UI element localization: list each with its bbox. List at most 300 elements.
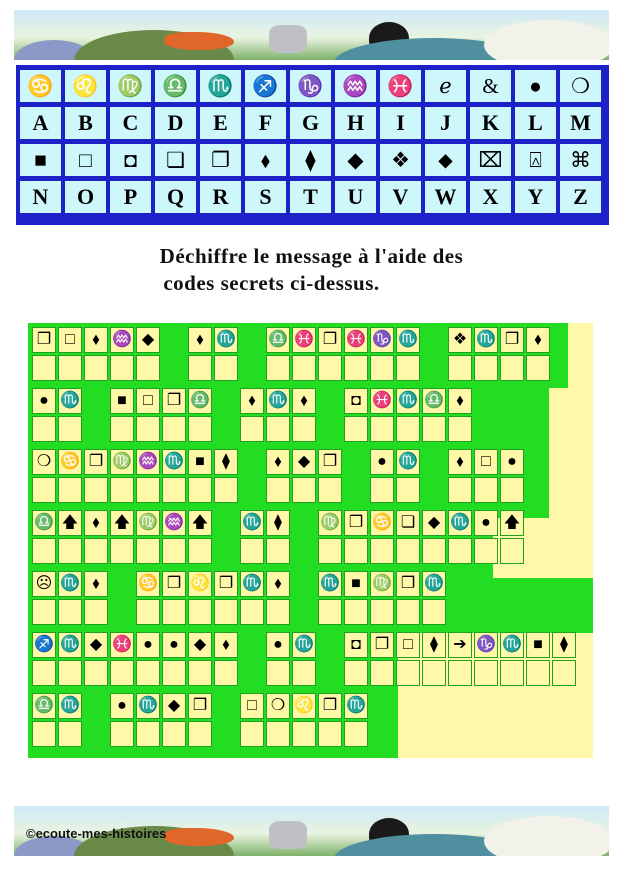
- copyright-credit: ©ecoute-mes-histoires: [26, 826, 167, 841]
- cipher-symbol-cell: ⬧: [84, 327, 108, 353]
- cipher-symbol-cell: ⬧: [266, 571, 290, 597]
- answer-box[interactable]: [344, 660, 368, 686]
- answer-box[interactable]: [162, 599, 186, 625]
- cipher-symbol-cell: ❐: [318, 693, 342, 719]
- top-banner: [14, 10, 609, 60]
- code-letter: W: [425, 181, 466, 213]
- cipher-symbol-cell: ❐: [318, 327, 342, 353]
- answer-box[interactable]: [188, 721, 212, 747]
- answer-box[interactable]: [344, 599, 368, 625]
- code-letter: A: [20, 107, 61, 139]
- cipher-symbol-cell: ●: [370, 449, 394, 475]
- code-symbol: ♋: [20, 70, 61, 102]
- answer-box[interactable]: [136, 721, 160, 747]
- answer-box[interactable]: [318, 538, 342, 564]
- cipher-symbol-cell: ❍: [32, 449, 56, 475]
- code-letter: R: [200, 181, 241, 213]
- banner-bear: [484, 816, 609, 856]
- cipher-symbol-cell: □: [240, 693, 264, 719]
- answer-box[interactable]: [396, 599, 420, 625]
- word-gap: [292, 510, 316, 536]
- code-letter: E: [200, 107, 241, 139]
- answer-box[interactable]: [188, 477, 212, 503]
- cipher-symbol-cell: ♌: [188, 571, 212, 597]
- answer-box[interactable]: [136, 355, 160, 381]
- cipher-symbol-cell: ⧫: [422, 632, 446, 658]
- code-symbol: ♑: [290, 70, 331, 102]
- answer-box[interactable]: [162, 477, 186, 503]
- cipher-symbol-cell: ♎: [32, 693, 56, 719]
- cipher-symbol-cell: ❖: [448, 327, 472, 353]
- answer-box[interactable]: [84, 355, 108, 381]
- cipher-symbol-cell: ♏: [58, 632, 82, 658]
- banner-bear: [484, 20, 609, 60]
- answer-box[interactable]: [136, 416, 160, 442]
- code-symbol: ❏: [155, 144, 196, 176]
- answer-box[interactable]: [136, 477, 160, 503]
- code-symbol: ⬥: [425, 144, 466, 176]
- cipher-symbol-cell: ■: [526, 632, 550, 658]
- code-symbol: ♍: [110, 70, 151, 102]
- cipher-symbol-cell: ☹: [32, 571, 56, 597]
- cipher-symbol-cell: ♏: [240, 571, 264, 597]
- answer-box[interactable]: [292, 355, 316, 381]
- answer-box[interactable]: [292, 721, 316, 747]
- answer-box[interactable]: [292, 477, 316, 503]
- word-gap: [292, 571, 316, 597]
- cipher-symbol-cell: ❐: [370, 632, 394, 658]
- cipher-symbol-cell: ⬧: [214, 632, 238, 658]
- answer-box[interactable]: [396, 355, 420, 381]
- code-letters-row-1: [20, 107, 601, 139]
- code-letter: K: [470, 107, 511, 139]
- answer-box[interactable]: [162, 416, 186, 442]
- banner-goat: [269, 25, 307, 53]
- answer-box[interactable]: [266, 477, 290, 503]
- cipher-symbol-cell: ♑: [474, 632, 498, 658]
- cipher-symbol-cell: ♏: [318, 571, 342, 597]
- answer-box[interactable]: [214, 660, 238, 686]
- cipher-symbol-cell: ➔: [448, 632, 472, 658]
- cipher-symbol-cell: ♒: [136, 449, 160, 475]
- cipher-symbol-cell: ❍: [266, 693, 290, 719]
- cipher-symbol-cell: ♏: [162, 449, 186, 475]
- cipher-symbol-cell: ♎: [188, 388, 212, 414]
- answer-box[interactable]: [32, 355, 56, 381]
- cipher-symbol-cell: ♎: [422, 388, 446, 414]
- code-letter: G: [290, 107, 331, 139]
- answer-box[interactable]: [318, 477, 342, 503]
- cipher-symbol-cell: □: [396, 632, 420, 658]
- cipher-symbol-cell: ♍: [370, 571, 394, 597]
- cipher-symbol-cell: ⬧: [84, 571, 108, 597]
- cipher-symbol-cell: 🡅: [110, 510, 134, 536]
- word-gap: [214, 388, 238, 414]
- answer-box[interactable]: [474, 355, 498, 381]
- answer-box[interactable]: [318, 599, 342, 625]
- cipher-symbol-cell: ⬧: [188, 327, 212, 353]
- answer-box[interactable]: [474, 477, 498, 503]
- code-symbol: ♐: [245, 70, 286, 102]
- cipher-symbol-cell: ❏: [396, 510, 420, 536]
- code-symbol: ♒: [335, 70, 376, 102]
- answer-box[interactable]: [552, 660, 576, 686]
- answer-box[interactable]: [396, 477, 420, 503]
- answer-box[interactable]: [370, 599, 394, 625]
- answer-box[interactable]: [84, 660, 108, 686]
- code-letter: Q: [155, 181, 196, 213]
- answer-box[interactable]: [500, 538, 524, 564]
- answer-box[interactable]: [344, 355, 368, 381]
- answer-box[interactable]: [214, 355, 238, 381]
- answer-box[interactable]: [526, 660, 550, 686]
- code-symbol: ⍓: [515, 144, 556, 176]
- answer-box[interactable]: [266, 721, 290, 747]
- code-letter: M: [560, 107, 601, 139]
- cipher-symbol-cell: ●: [266, 632, 290, 658]
- code-symbol: ◆: [335, 144, 376, 176]
- answer-box[interactable]: [188, 355, 212, 381]
- word-gap: [422, 449, 446, 475]
- cipher-symbol-cell: ♏: [448, 510, 472, 536]
- instruction-line-2: codes secrets ci-dessus.: [163, 271, 380, 295]
- cipher-symbol-cell: ⬧: [448, 449, 472, 475]
- cipher-symbol-cell: ◘: [344, 632, 368, 658]
- answer-box[interactable]: [526, 355, 550, 381]
- answer-box[interactable]: [84, 538, 108, 564]
- code-letter: O: [65, 181, 106, 213]
- answer-box[interactable]: [240, 538, 264, 564]
- cipher-symbol-cell: ♍: [136, 510, 160, 536]
- answer-box[interactable]: [292, 416, 316, 442]
- cipher-symbol-cell: □: [136, 388, 160, 414]
- answer-box[interactable]: [422, 416, 446, 442]
- cipher-symbol-cell: ❐: [214, 571, 238, 597]
- code-symbol: &: [470, 70, 511, 102]
- code-symbols-row-1: [20, 70, 601, 102]
- code-symbol: □: [65, 144, 106, 176]
- cipher-symbol-cell: ♏: [500, 632, 524, 658]
- cipher-symbol-cell: ♍: [318, 510, 342, 536]
- answer-box[interactable]: [422, 599, 446, 625]
- cipher-symbol-cell: ◘: [344, 388, 368, 414]
- answer-box[interactable]: [110, 477, 134, 503]
- answer-box[interactable]: [84, 477, 108, 503]
- code-letter: U: [335, 181, 376, 213]
- code-letter: V: [380, 181, 421, 213]
- answer-box[interactable]: [162, 660, 186, 686]
- answer-box[interactable]: [266, 538, 290, 564]
- answer-box[interactable]: [58, 660, 82, 686]
- answer-box[interactable]: [370, 538, 394, 564]
- cipher-symbol-cell: ♎: [266, 327, 290, 353]
- bottom-banner: [14, 806, 609, 856]
- answer-box[interactable]: [214, 477, 238, 503]
- word-gap: [344, 449, 368, 475]
- cipher-symbol-cell: ⬧: [526, 327, 550, 353]
- code-letter: F: [245, 107, 286, 139]
- code-symbols-row-2: [20, 144, 601, 176]
- code-letter: Y: [515, 181, 556, 213]
- code-letter: B: [65, 107, 106, 139]
- answer-box[interactable]: [474, 660, 498, 686]
- answer-box[interactable]: [136, 660, 160, 686]
- answer-box[interactable]: [240, 721, 264, 747]
- answer-box[interactable]: [58, 538, 82, 564]
- cipher-symbol-cell: ♏: [240, 510, 264, 536]
- code-symbol: ♎: [155, 70, 196, 102]
- cipher-symbol-cell: ♏: [422, 571, 446, 597]
- word-gap: [110, 571, 134, 597]
- answer-box[interactable]: [84, 599, 108, 625]
- banner-goat: [269, 821, 307, 849]
- answer-box[interactable]: [370, 477, 394, 503]
- word-gap: [84, 388, 108, 414]
- answer-box[interactable]: [188, 538, 212, 564]
- cipher-symbol-cell: ♒: [162, 510, 186, 536]
- cipher-symbol-cell: ♓: [344, 327, 368, 353]
- answer-box[interactable]: [266, 660, 290, 686]
- code-symbol: ⌘: [560, 144, 601, 176]
- word-gap: [240, 327, 264, 353]
- answer-box[interactable]: [188, 599, 212, 625]
- cipher-symbol-cell: ♓: [370, 388, 394, 414]
- answer-box[interactable]: [188, 660, 212, 686]
- code-letter: N: [20, 181, 61, 213]
- answer-box[interactable]: [318, 355, 342, 381]
- code-letter: P: [110, 181, 151, 213]
- answer-box[interactable]: [396, 538, 420, 564]
- cipher-symbol-cell: ●: [500, 449, 524, 475]
- answer-box[interactable]: [188, 416, 212, 442]
- answer-box[interactable]: [110, 416, 134, 442]
- cipher-symbol-cell: ♏: [136, 693, 160, 719]
- answer-box[interactable]: [58, 477, 82, 503]
- answer-box[interactable]: [292, 660, 316, 686]
- code-symbol: ♏: [200, 70, 241, 102]
- word-gap: [214, 693, 238, 719]
- answer-box[interactable]: [396, 660, 420, 686]
- answer-box[interactable]: [240, 599, 264, 625]
- cipher-symbol-cell: ●: [162, 632, 186, 658]
- cipher-symbol-cell: ♏: [344, 693, 368, 719]
- answer-box[interactable]: [448, 538, 472, 564]
- answer-box[interactable]: [344, 416, 368, 442]
- answer-box[interactable]: [266, 599, 290, 625]
- instruction-line-1: Déchiffre le message à l'aide des: [159, 244, 464, 268]
- cipher-symbol-cell: ◆: [188, 632, 212, 658]
- word-gap: [84, 693, 108, 719]
- cipher-symbol-cell: □: [58, 327, 82, 353]
- cipher-symbol-cell: ⧫: [214, 449, 238, 475]
- cipher-symbol-cell: ♏: [396, 388, 420, 414]
- answer-box[interactable]: [162, 721, 186, 747]
- answer-box[interactable]: [32, 721, 56, 747]
- cipher-symbol-cell: 🡅: [188, 510, 212, 536]
- word-gap: [422, 327, 446, 353]
- answer-box[interactable]: [214, 599, 238, 625]
- answer-box[interactable]: [500, 660, 524, 686]
- puzzle-filler: [568, 323, 593, 388]
- code-symbol: ♌: [65, 70, 106, 102]
- cipher-symbol-cell: ⧫: [552, 632, 576, 658]
- answer-box[interactable]: [500, 477, 524, 503]
- cipher-symbol-cell: ❐: [32, 327, 56, 353]
- cipher-symbol-cell: ◆: [422, 510, 446, 536]
- cipher-symbol-cell: ⬧: [84, 510, 108, 536]
- answer-box[interactable]: [266, 355, 290, 381]
- answer-box[interactable]: [110, 660, 134, 686]
- cipher-symbol-cell: ♍: [110, 449, 134, 475]
- answer-box[interactable]: [32, 416, 56, 442]
- code-symbol: ●: [515, 70, 556, 102]
- cipher-symbol-cell: ♏: [58, 388, 82, 414]
- answer-box[interactable]: [240, 416, 264, 442]
- word-gap: [240, 449, 264, 475]
- answer-box[interactable]: [344, 721, 368, 747]
- cipher-symbol-cell: ❐: [500, 327, 524, 353]
- cipher-symbol-cell: ♏: [396, 327, 420, 353]
- cipher-symbol-cell: ♏: [58, 571, 82, 597]
- answer-box[interactable]: [448, 477, 472, 503]
- cipher-symbol-cell: ◆: [162, 693, 186, 719]
- answer-box[interactable]: [110, 355, 134, 381]
- cipher-symbol-cell: ♏: [266, 388, 290, 414]
- cipher-symbol-cell: ❐: [162, 388, 186, 414]
- code-symbol: ⧫: [290, 144, 331, 176]
- cipher-symbol-cell: ❐: [396, 571, 420, 597]
- answer-box[interactable]: [474, 538, 498, 564]
- answer-box[interactable]: [110, 721, 134, 747]
- code-letter: T: [290, 181, 331, 213]
- cipher-symbol-cell: ⬧: [240, 388, 264, 414]
- cipher-symbol-cell: ♐: [32, 632, 56, 658]
- banner-fox: [164, 828, 234, 846]
- cipher-symbol-cell: ■: [188, 449, 212, 475]
- answer-box[interactable]: [370, 355, 394, 381]
- code-key-table: [16, 65, 609, 225]
- code-letter: Z: [560, 181, 601, 213]
- code-letter: X: [470, 181, 511, 213]
- cipher-symbol-cell: ♏: [396, 449, 420, 475]
- cipher-symbol-cell: ◆: [136, 327, 160, 353]
- answer-box[interactable]: [370, 660, 394, 686]
- code-symbol: ⌧: [470, 144, 511, 176]
- cipher-symbol-cell: ♓: [292, 327, 316, 353]
- cipher-symbol-cell: ♏: [58, 693, 82, 719]
- cipher-symbol-cell: ♑: [370, 327, 394, 353]
- answer-box[interactable]: [58, 416, 82, 442]
- cipher-symbol-cell: □: [474, 449, 498, 475]
- answer-box[interactable]: [136, 599, 160, 625]
- cipher-symbol-cell: ♋: [136, 571, 160, 597]
- cipher-symbol-cell: ■: [344, 571, 368, 597]
- cipher-symbol-cell: ♌: [292, 693, 316, 719]
- answer-box[interactable]: [448, 416, 472, 442]
- code-symbol: ⬧: [245, 144, 286, 176]
- code-symbol: ❖: [380, 144, 421, 176]
- word-gap: [162, 327, 186, 353]
- code-letter: S: [245, 181, 286, 213]
- answer-box[interactable]: [448, 660, 472, 686]
- cipher-symbol-cell: ⬧: [448, 388, 472, 414]
- banner-fox: [164, 32, 234, 50]
- cipher-symbol-cell: 🡅: [58, 510, 82, 536]
- code-letter: H: [335, 107, 376, 139]
- cipher-symbol-cell: ◆: [84, 632, 108, 658]
- word-gap: [214, 510, 238, 536]
- word-gap: [240, 632, 264, 658]
- cipher-symbol-cell: ●: [110, 693, 134, 719]
- cipher-symbol-cell: ●: [32, 388, 56, 414]
- code-letter: D: [155, 107, 196, 139]
- code-letter: J: [425, 107, 466, 139]
- code-letter: L: [515, 107, 556, 139]
- code-letter: C: [110, 107, 151, 139]
- cipher-symbol-cell: ♏: [474, 327, 498, 353]
- code-symbol: ■: [20, 144, 61, 176]
- cipher-symbol-cell: ❐: [344, 510, 368, 536]
- cipher-symbol-cell: ⬧: [292, 388, 316, 414]
- answer-box[interactable]: [422, 660, 446, 686]
- cipher-symbol-cell: ❐: [188, 693, 212, 719]
- word-gap: [318, 388, 342, 414]
- puzzle-filler: [549, 388, 593, 518]
- cipher-puzzle-grid: [28, 323, 593, 758]
- answer-box[interactable]: [318, 721, 342, 747]
- answer-box[interactable]: [344, 538, 368, 564]
- answer-box[interactable]: [266, 416, 290, 442]
- answer-box[interactable]: [58, 599, 82, 625]
- answer-box[interactable]: [396, 416, 420, 442]
- answer-box[interactable]: [32, 538, 56, 564]
- answer-box[interactable]: [32, 599, 56, 625]
- cipher-symbol-cell: ⬧: [266, 449, 290, 475]
- cipher-symbol-cell: ♋: [370, 510, 394, 536]
- cipher-symbol-cell: ♎: [32, 510, 56, 536]
- answer-box[interactable]: [162, 538, 186, 564]
- answer-box[interactable]: [32, 477, 56, 503]
- cipher-symbol-cell: ■: [110, 388, 134, 414]
- answer-box[interactable]: [110, 538, 134, 564]
- code-symbol: ♓: [380, 70, 421, 102]
- answer-box[interactable]: [58, 355, 82, 381]
- answer-box[interactable]: [370, 416, 394, 442]
- cipher-symbol-cell: ●: [136, 632, 160, 658]
- answer-box[interactable]: [500, 355, 524, 381]
- answer-box[interactable]: [448, 355, 472, 381]
- code-letter: I: [380, 107, 421, 139]
- answer-box[interactable]: [32, 660, 56, 686]
- cipher-symbol-cell: ♒: [110, 327, 134, 353]
- cipher-symbol-cell: 🡅: [500, 510, 524, 536]
- cipher-symbol-cell: ●: [474, 510, 498, 536]
- code-symbol: ℯ: [425, 70, 466, 102]
- answer-box[interactable]: [136, 538, 160, 564]
- cipher-symbol-cell: ♏: [214, 327, 238, 353]
- cipher-symbol-cell: ❐: [318, 449, 342, 475]
- answer-box[interactable]: [422, 538, 446, 564]
- cipher-symbol-cell: ♋: [58, 449, 82, 475]
- code-letters-row-2: [20, 181, 601, 213]
- code-symbol: ◘: [110, 144, 151, 176]
- cipher-symbol-cell: ♓: [110, 632, 134, 658]
- code-symbol: ❐: [200, 144, 241, 176]
- cipher-symbol-cell: ⧫: [266, 510, 290, 536]
- word-gap: [318, 632, 342, 658]
- cipher-symbol-cell: ❐: [84, 449, 108, 475]
- answer-box[interactable]: [58, 721, 82, 747]
